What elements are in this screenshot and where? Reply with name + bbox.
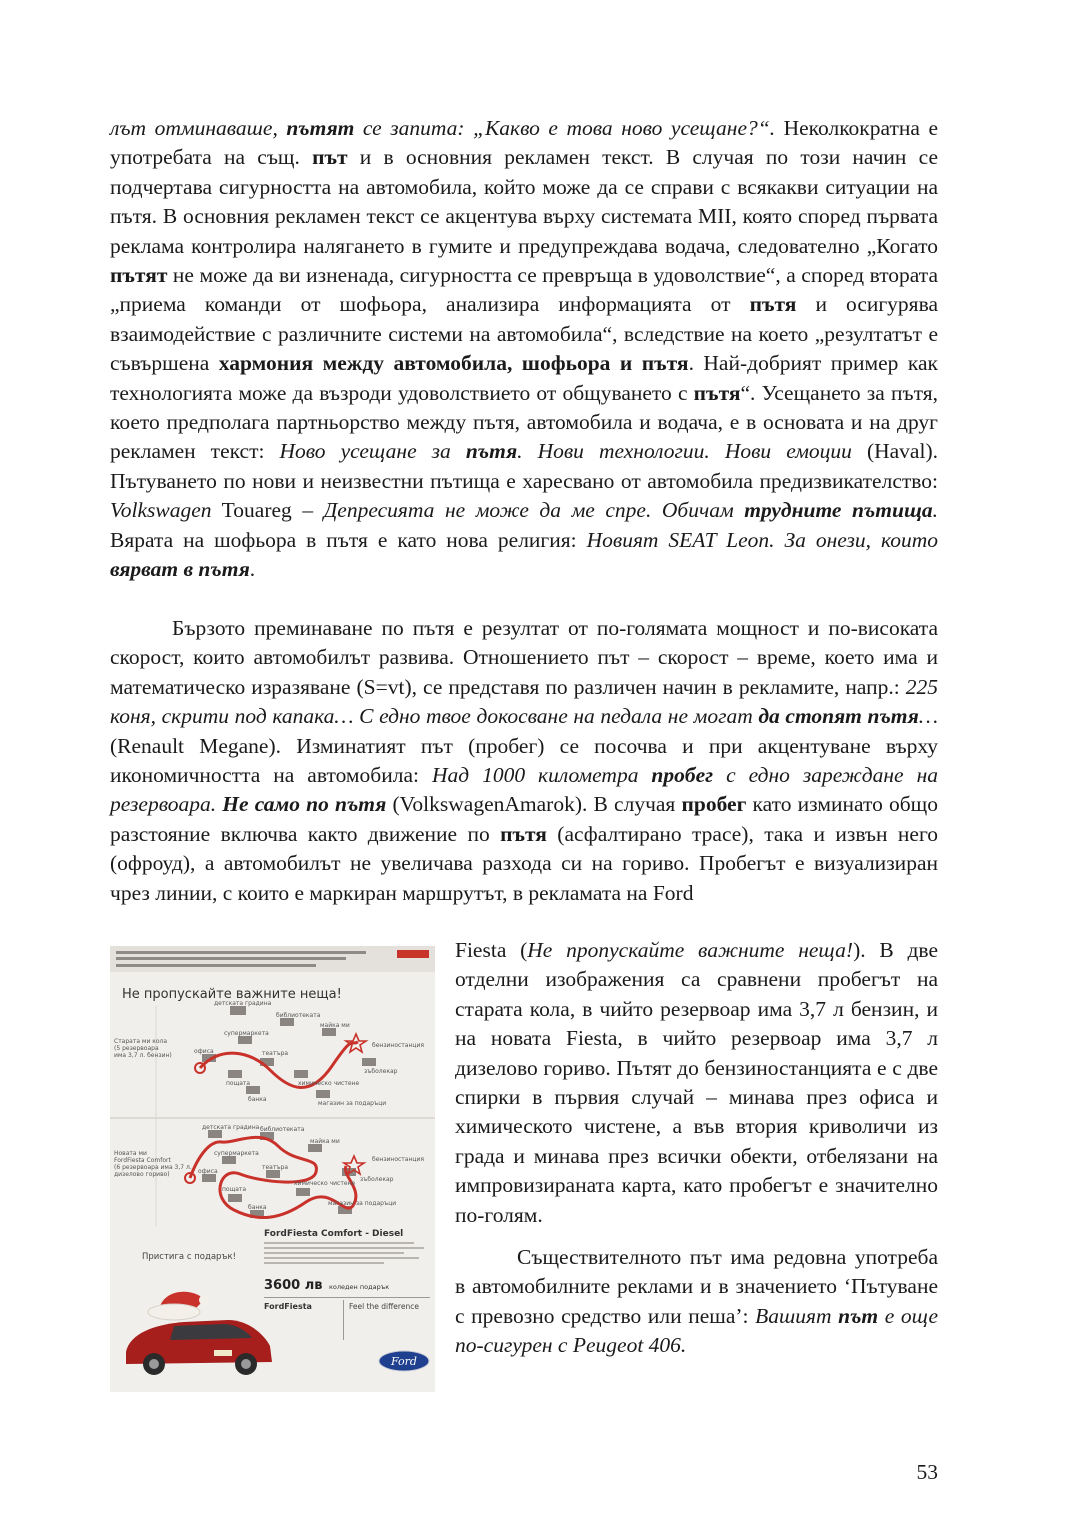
map-label: бензиностанция [372,1042,424,1049]
italic-span: 225 коня, скрити под капака… С едно твое докосване на педала не могат [110,674,938,729]
map-label: майка ми [310,1138,340,1145]
bold-italic-span: пътя [465,439,518,464]
map-building [322,1028,336,1036]
ad-fine-print-line [116,957,346,960]
text-span: Вярата на шофьора в пътя е като нова религия: [110,527,587,552]
ad-divider [264,1297,430,1298]
text-span: “. Усещането за пътя, което предполага партньорство между пътя, автомобила и водача, е в основата и на друг рекламен текст: [110,380,938,464]
map-label: супермаркета [214,1150,259,1157]
text-span: (Renault Megane). Изминатият път (пробег) се посочва и при акцентуване върху икономичността на автомобила: [110,733,938,788]
map-label: майка ми [320,1022,350,1029]
italic-span: Вашият [755,1303,839,1328]
paragraph-4 [455,1243,938,1361]
text-span: не може да ви изненада, сигурността се превръща в удоволствие“, а според втората „приема команди от шофьора, анализира информацията от [110,263,938,317]
map-label: супермаркета [224,1030,269,1037]
ad-model-name: FordFiesta Comfort - Diesel [264,1229,404,1239]
ad-gift-text: Пристига с подарък! [142,1252,236,1262]
map-building [228,1070,242,1078]
bold-span: пътя [749,292,797,317]
ad-price: 3600 лв [264,1278,323,1293]
new-car-label-line: (6 резервоара има 3,7 л. [114,1164,192,1171]
ad-slogan: Feel the difference [349,1302,419,1311]
map-building [230,1006,246,1015]
text-span: като изминато общо разстояние включва както движение по [110,792,938,846]
bold-span: хармония между автомобила, шофьора и пътя [218,351,689,376]
text-span: Touareg – [211,498,324,523]
bold-italic-span: Не само по пътя [222,792,387,817]
old-car-label-line: Старата ми кола [114,1038,168,1045]
map-building [308,1144,322,1152]
old-car-label-line: има 3,7 л. бензин) [114,1052,172,1059]
old-car-label [114,1038,172,1059]
new-car-label-line: Новата ми [114,1150,147,1157]
ad-red-tag [397,950,429,958]
italic-span: Новият SEAT Leon. За онези, които [586,527,939,552]
map-building [316,1090,330,1098]
map-building [294,1070,308,1078]
map-building [266,1170,280,1178]
map-building [296,1188,310,1196]
ad-fine-print [264,1242,424,1267]
map-label: банка [248,1204,267,1211]
italic-span: с едно зареждане на резервоара. [110,763,938,817]
bold-italic-span: пътят [286,116,355,140]
paragraph-1 [110,114,938,585]
map-label: театъра [262,1050,289,1057]
text-span: ). В две отделни изображения са сравнени пробегът на старата кола, в чийто резервоар има 3,7 л бензин, и на новата Fiesta, в чийто резервоар има 3,7 л дизелово гориво. Пътят до бензиностанцията е с две спирки в първия случай – минава през офиса и химическото чистене, а във втория криволичи из града и минава през всички обекти, отбелязани на импровизираната карта, като пробегът е значително по-голям. [455,938,938,1227]
ad-fine-print-line [116,964,316,967]
car-plate-shape [214,1350,232,1356]
map-label: банка [248,1096,267,1103]
italic-span: е още по-сигурен с Peugeot 406. [455,1303,938,1358]
map-label: детската градина [214,1000,272,1007]
map-building [228,1194,242,1202]
italic-span: … [918,704,938,729]
text-span: (Haval). Пътуването по нови и неизвестни пътища е харесвано от автомобила предизвикателство: [110,439,938,493]
ad-vertical-divider [343,1300,344,1340]
map-label: магазин за подаръци [318,1100,387,1107]
wrapped-text-column [455,936,938,1361]
text-span: . [249,557,256,582]
text-span: . Най-добрият пример как технологията може да възроди удоволствието от общуването с [110,351,939,405]
map-label: библиотеката [276,1012,321,1019]
ford-fiesta-advertisement [110,946,435,1392]
map-building [208,1130,222,1138]
bold-span: пътя [693,380,741,405]
map-building [202,1174,216,1182]
bold-span: пътя [500,821,547,846]
ad-brand: FordFiesta [264,1302,312,1311]
map-label: офиса [194,1048,214,1055]
bold-italic-span: вярват в пътя [110,557,250,582]
map-building [246,1086,260,1094]
text-span: и в основния рекламен текст. В случая по този начин се подчертава сигурността на автомобила, който може да се справи с всякакви ситуации на пътя. В основния рекламен текст се акцентува върху системата MII, която според първата реклама контролира налягането в гумите и предупреждава водача, следователно „Когато [110,145,938,258]
italic-span: се запита: „Какво е това ново усещане?“. [354,116,776,140]
map-label: детската градина [202,1124,260,1131]
text-span: (VolkswagenAmarok). В случая [386,792,682,817]
santa-hat-pompom-shape [199,1295,209,1305]
text-span: Бързото преминаване по пътя е резултат от по-голямата мощност и по-високата скорост, които автомобилът развива. Отношението път – скорост – време, което има и математическо изразяване (S=vt), се представя по различен начин в рекламите, напр.: [110,616,938,699]
text-span: Fiesta ( [455,938,528,962]
new-car-label-line: дизелово гориво) [114,1171,170,1178]
text-span: (асфалтирано трасе), така и извън него (офроуд), а автомобилът не увеличава разхода си на гориво. Пробегът е визуализиран чрез линии, с които е маркиран маршрутът, в рекламата на Ford [110,821,939,905]
map-building [222,1156,236,1164]
map-label: магазин за подаръци [328,1200,397,1207]
paragraph-2 [110,614,938,908]
bold-italic-span: път [838,1303,879,1328]
italic-span: . Нови технологии. Нови емоции [517,439,852,464]
ad-fine-print-line [116,951,366,954]
map-label: зъболекар [364,1068,398,1075]
bold-span: пътят [110,263,168,288]
text-span: Съществителното път има редовна употреба в автомобилните реклами и в значението ‘Пътуване с превозно средство или пеша’: [455,1245,938,1328]
car-hubcap-shape [149,1359,159,1369]
old-car-label-line: (5 резервоара [114,1045,159,1052]
new-car-label-line: FordFiesta Comfort [114,1157,171,1164]
ford-logo [378,1350,430,1372]
map-label: бензиностанция [372,1156,424,1163]
new-car-label [114,1150,192,1178]
bold-italic-span: да стопят пътя [758,704,919,729]
bold-italic-span: трудните пътища [744,498,933,523]
santa-hat-fur-shape [148,1304,200,1320]
italic-span: Volkswagen [110,498,212,523]
italic-span: Над 1000 километра [431,763,652,788]
map-building [362,1058,376,1066]
map-label: офиса [198,1168,218,1175]
map-label: пощата [226,1080,251,1087]
map-label: химическо чистене [298,1080,360,1087]
italic-span: лът отминаваше, [110,116,287,140]
ad-headline: Не пропускайте важните неща! [122,987,342,1002]
bold-span: пробег [681,792,747,817]
text-span: и осигурява взаимодействие с различните системи на автомобила“, вследствие на което „резултатът е съвършена [110,292,938,376]
map-label: библиотеката [260,1126,305,1133]
bold-span: път [312,145,348,170]
italic-span: Ново усещане за [279,439,466,464]
italic-span: Не пропускайте важните неща! [527,938,854,962]
ad-header-strip [110,946,435,972]
map-building [238,1036,252,1044]
map-label: пощата [222,1186,247,1193]
paragraph-3 [455,936,938,1230]
car-hubcap-shape [241,1359,251,1369]
red-car-with-santa-hat-image [118,1286,278,1378]
map-label: зъболекар [360,1176,394,1183]
map-label: театъра [262,1164,289,1171]
italic-span: . [932,498,938,523]
map-label: химическо чистене [294,1180,356,1187]
ad-price-note: коледен подарък [329,1283,390,1291]
map-building [280,1018,294,1026]
ford-logo-text: Ford [391,1355,417,1368]
text-span: Неколкократна е употребата на същ. [110,116,938,170]
italic-span: Депресията не може да ме спре. Обичам [323,498,745,523]
page-number: 53 [916,1460,938,1484]
bold-italic-span: пробег [651,763,714,788]
